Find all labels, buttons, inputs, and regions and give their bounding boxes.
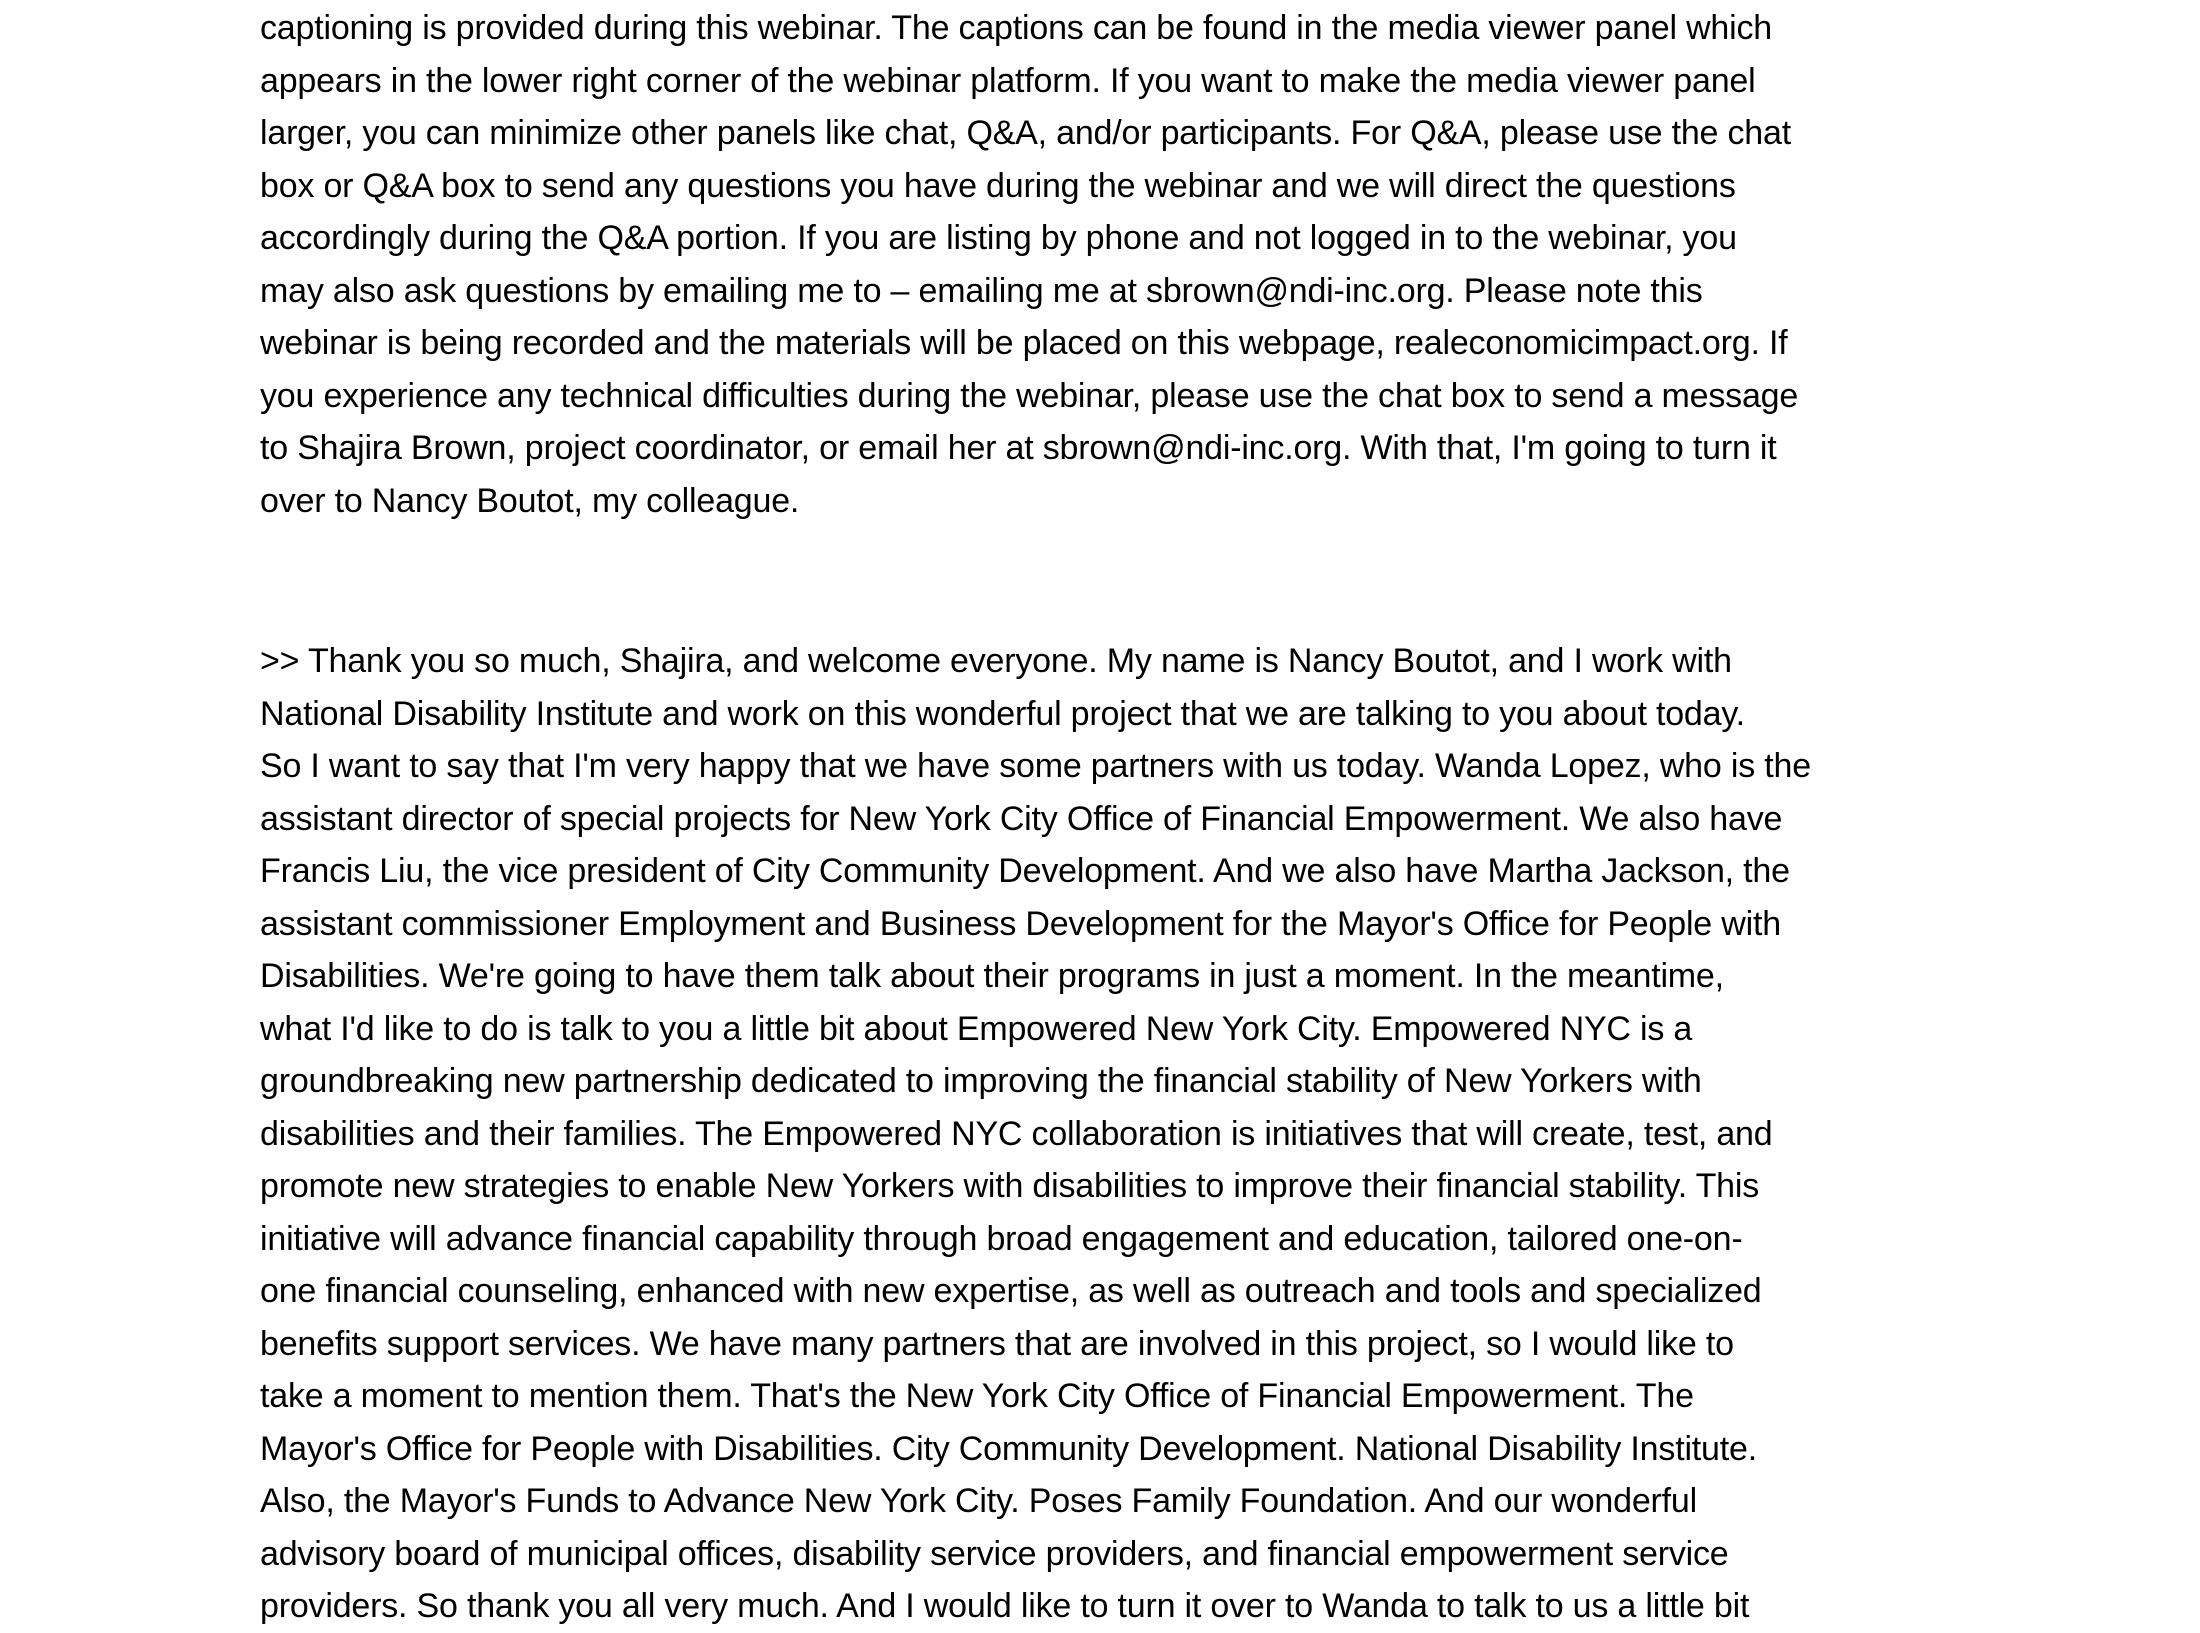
text-line: to Shajira Brown, project coordinator, or email her at sbrown@ndi-inc.org. With that, I'm going to turn it (260, 429, 1777, 467)
text-line: box or Q&A box to send any questions you have during the webinar and we will direct the questions (260, 166, 1736, 205)
text-line: >> Thank you so much, Shajira, and welcome everyone. My name is Nancy Boutot, and I work with (260, 642, 1732, 680)
transcript-paragraph-intro (260, 2, 1798, 527)
text-line: one financial counseling, enhanced with new expertise, as well as outreach and tools and specialized (260, 1272, 1762, 1310)
text-line: may also ask questions by emailing me to – emailing me at sbrown@ndi-inc.org. Please note this (260, 271, 1703, 310)
text-line: benefits support services. We have many partners that are involved in this project, so I would like to (260, 1324, 1734, 1363)
text-line: Mayor's Office for People with Disabilities. City Community Development. National Disability Institute. (260, 1429, 1757, 1468)
text-line: you experience any technical difficulties during the webinar, please use the chat box to send a message (260, 376, 1799, 415)
text-line: Disabilities. We're going to have them talk about their programs in just a moment. In the meantime, (260, 957, 1724, 995)
text-line: groundbreaking new partnership dedicated to improving the financial stability of New Yorkers with (260, 1062, 1702, 1100)
text-line: over to Nancy Boutot, my colleague. (260, 481, 800, 520)
text-line: advisory board of municipal offices, disability service providers, and financial empowerment service (260, 1534, 1729, 1573)
text-line: providers. So thank you all very much. And I would like to turn it over to Wanda to talk to us a little bit (260, 1587, 1750, 1625)
text-line: larger, you can minimize other panels like chat, Q&A, and/or participants. For Q&A, please use the chat (260, 114, 1791, 152)
text-line: promote new strategies to enable New Yorkers with disabilities to improve their financial stability. This (260, 1167, 1760, 1205)
text-line: Also, the Mayor's Funds to Advance New York City. Poses Family Foundation. And our wonderful (260, 1482, 1697, 1520)
text-line: Francis Liu, the vice president of City Community Development. And we also have Martha Jackson, the (260, 852, 1790, 890)
text-line: what I'd like to do is talk to you a little bit about Empowered New York City. Empowered NYC is a (260, 1009, 1693, 1048)
text-line: accordingly during the Q&A portion. If you are listing by phone and not logged in to the webinar, you (260, 219, 1737, 257)
text-line: assistant commissioner Employment and Business Development for the Mayor's Office for People with (260, 904, 1781, 943)
text-line: National Disability Institute and work on this wonderful project that we are talking to you about today. (260, 694, 1745, 733)
transcript-paragraph-nancy (260, 635, 1811, 1633)
text-line: webinar is being recorded and the materials will be placed on this webpage, realeconomicimpact.org. If (260, 324, 1788, 362)
text-line: initiative will advance financial capability through broad engagement and education, tailored one-on- (260, 1219, 1743, 1258)
text-line: So I want to say that I'm very happy that we have some partners with us today. Wanda Lopez, who is the (260, 747, 1811, 785)
text-line: assistant director of special projects for New York City Office of Financial Empowerment. We also have (260, 799, 1783, 838)
text-line: appears in the lower right corner of the webinar platform. If you want to make the media viewer panel (260, 61, 1756, 100)
text-line: disabilities and their families. The Empowered NYC collaboration is initiatives that will create, test, and (260, 1114, 1773, 1153)
text-line: take a moment to mention them. That's the New York City Office of Financial Empowerment. The (260, 1377, 1694, 1415)
text-line: captioning is provided during this webinar. The captions can be found in the media viewer panel which (260, 9, 1773, 47)
